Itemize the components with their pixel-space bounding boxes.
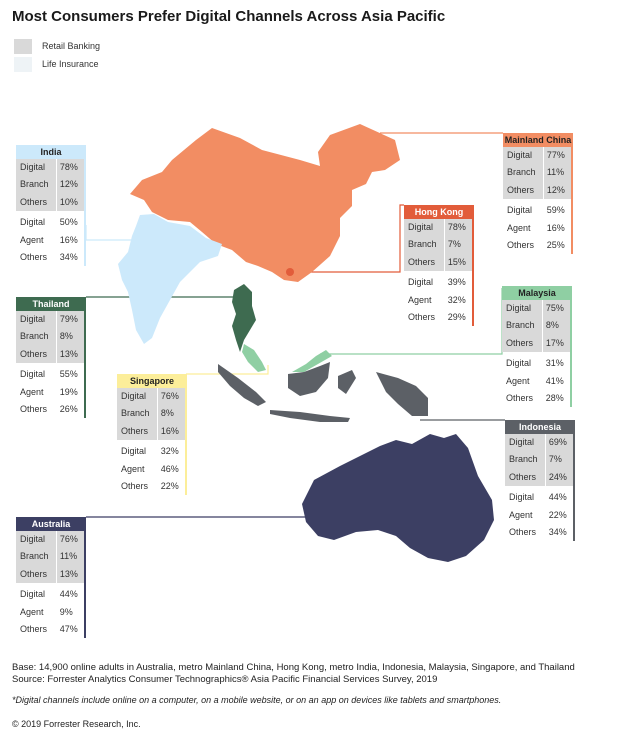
channel-label: Others	[502, 390, 543, 407]
table-row	[16, 249, 84, 266]
channel-value: 59%	[544, 202, 571, 219]
channel-value: 10%	[57, 194, 84, 211]
table-row	[505, 507, 573, 524]
channel-label: Agent	[505, 507, 546, 524]
channel-label: Agent	[503, 220, 544, 237]
table-row	[502, 373, 570, 390]
table-row	[16, 159, 84, 176]
table-row	[404, 219, 472, 236]
channel-value: 7%	[445, 236, 472, 253]
channel-value: 24%	[546, 469, 573, 486]
channel-value: 22%	[546, 507, 573, 524]
country-table-malaysia	[502, 300, 572, 407]
channel-value: 9%	[57, 604, 84, 621]
table-row	[16, 176, 84, 193]
channel-label: Digital	[16, 586, 57, 603]
channel-value: 12%	[57, 176, 84, 193]
table-row	[503, 147, 571, 164]
channel-value: 25%	[544, 237, 571, 254]
channel-label: Others	[502, 335, 543, 352]
table-row	[502, 300, 570, 317]
channel-label: Others	[503, 237, 544, 254]
channel-label: Agent	[502, 373, 543, 390]
channel-label: Branch	[404, 236, 445, 253]
channel-value: 11%	[57, 548, 84, 565]
table-row	[16, 311, 84, 328]
channel-value: 69%	[546, 434, 573, 451]
table-row	[16, 214, 84, 231]
channel-value: 41%	[543, 373, 570, 390]
table-row	[16, 621, 84, 638]
table-row	[502, 317, 570, 334]
channel-label: Digital	[16, 214, 57, 231]
channel-value: 39%	[445, 274, 472, 291]
channel-label: Digital	[404, 219, 445, 236]
channel-label: Digital	[502, 355, 543, 372]
country-card-singapore	[117, 374, 187, 495]
country-name-singapore: Singapore	[117, 374, 187, 388]
table-row	[117, 478, 185, 495]
table-row	[16, 194, 84, 211]
channel-value: 28%	[543, 390, 570, 407]
table-row	[503, 220, 571, 237]
table-row	[404, 254, 472, 271]
channel-label: Branch	[502, 317, 543, 334]
channel-label: Digital	[117, 388, 158, 405]
channel-value: 46%	[158, 461, 185, 478]
channel-value: 16%	[57, 232, 84, 249]
country-card-australia	[16, 517, 86, 638]
table-row	[16, 366, 84, 383]
channel-label: Digital	[503, 147, 544, 164]
base-note: Base: 14,900 online adults in Australia, metro Mainland China, Hong Kong, metro India, Indonesia, Malaysia, Singapore, and Thailand	[12, 662, 575, 673]
channel-value: 32%	[445, 292, 472, 309]
channel-value: 8%	[158, 405, 185, 422]
channel-value: 15%	[445, 254, 472, 271]
channel-label: Others	[16, 346, 57, 363]
table-row	[505, 489, 573, 506]
channel-label: Others	[117, 423, 158, 440]
channel-label: Branch	[16, 548, 57, 565]
table-row	[16, 604, 84, 621]
source-note: Source: Forrester Analytics Consumer Technographics® Asia Pacific Financial Services Survey, 2019	[12, 674, 438, 685]
channel-label: Digital	[505, 489, 546, 506]
country-shape-malaysia	[242, 344, 266, 372]
table-row	[16, 384, 84, 401]
country-table-hong-kong	[404, 219, 474, 326]
country-card-thailand	[16, 297, 86, 418]
table-row	[505, 451, 573, 468]
chart-title: Most Consumers Prefer Digital Channels Across Asia Pacific	[12, 8, 446, 25]
country-name-hong-kong: Hong Kong	[404, 205, 474, 219]
channel-value: 75%	[543, 300, 570, 317]
channel-value: 17%	[543, 335, 570, 352]
country-name-australia: Australia	[16, 517, 86, 531]
country-name-mainland-china: Mainland China	[504, 135, 572, 145]
country-shape-indonesia	[218, 362, 428, 422]
country-table-thailand	[16, 311, 86, 418]
country-card-india	[16, 145, 86, 266]
channel-label: Branch	[505, 451, 546, 468]
channel-label: Others	[505, 469, 546, 486]
country-name-india: India	[16, 145, 86, 159]
table-row	[502, 390, 570, 407]
channel-label: Others	[404, 254, 445, 271]
country-table-indonesia	[505, 434, 575, 541]
channel-label: Digital	[503, 202, 544, 219]
channel-value: 12%	[544, 182, 571, 199]
table-row	[505, 524, 573, 541]
channel-label: Others	[117, 478, 158, 495]
channel-value: 79%	[57, 311, 84, 328]
channel-label: Others	[16, 249, 57, 266]
channel-label: Branch	[503, 164, 544, 181]
channel-label: Digital	[16, 366, 57, 383]
legend-label-life-insurance: Life Insurance	[42, 59, 99, 69]
table-row	[117, 461, 185, 478]
country-shape-hong-kong	[286, 268, 294, 276]
table-row	[502, 335, 570, 352]
channel-label: Others	[16, 621, 57, 638]
copyright: © 2019 Forrester Research, Inc.	[12, 719, 141, 729]
channel-label: Digital	[117, 443, 158, 460]
country-table-india	[16, 159, 86, 266]
table-row	[16, 346, 84, 363]
channel-value: 22%	[158, 478, 185, 495]
channel-label: Digital	[16, 311, 57, 328]
table-row	[505, 469, 573, 486]
table-row	[16, 401, 84, 418]
channel-value: 76%	[57, 531, 84, 548]
channel-value: 8%	[57, 328, 84, 345]
table-row	[503, 202, 571, 219]
channel-label: Digital	[16, 531, 57, 548]
channel-label: Digital	[16, 159, 57, 176]
channel-value: 13%	[57, 566, 84, 583]
channel-label: Agent	[16, 232, 57, 249]
country-table-australia	[16, 531, 86, 638]
country-name-malaysia: Malaysia	[502, 286, 572, 300]
table-row	[16, 586, 84, 603]
country-name-indonesia: Indonesia	[505, 420, 575, 434]
table-row	[404, 274, 472, 291]
channel-value: 44%	[546, 489, 573, 506]
channel-value: 11%	[544, 164, 571, 181]
table-row	[16, 548, 84, 565]
channel-value: 55%	[57, 366, 84, 383]
channel-label: Digital	[502, 300, 543, 317]
table-row	[505, 434, 573, 451]
table-row	[117, 443, 185, 460]
country-shape-thailand	[232, 284, 256, 352]
country-card-mainland-china	[503, 133, 573, 254]
channel-label: Branch	[117, 405, 158, 422]
notes	[12, 662, 575, 686]
table-row	[117, 388, 185, 405]
channel-value: 16%	[158, 423, 185, 440]
channel-value: 47%	[57, 621, 84, 638]
channel-label: Others	[16, 401, 57, 418]
channel-label: Digital	[404, 274, 445, 291]
channel-label: Agent	[117, 461, 158, 478]
channel-value: 77%	[544, 147, 571, 164]
channel-value: 34%	[57, 249, 84, 266]
channel-label: Others	[505, 524, 546, 541]
channel-value: 78%	[445, 219, 472, 236]
table-row	[503, 164, 571, 181]
channel-value: 8%	[543, 317, 570, 334]
country-card-hong-kong	[404, 205, 474, 326]
legend-label-retail-banking: Retail Banking	[42, 41, 101, 51]
table-row	[404, 309, 472, 326]
table-row	[404, 292, 472, 309]
table-row	[117, 405, 185, 422]
channel-label: Others	[16, 194, 57, 211]
table-row	[16, 531, 84, 548]
table-row	[117, 423, 185, 440]
channel-value: 31%	[543, 355, 570, 372]
country-card-malaysia	[502, 286, 572, 407]
channel-label: Others	[503, 182, 544, 199]
channel-label: Branch	[16, 176, 57, 193]
table-row	[16, 328, 84, 345]
channel-value: 32%	[158, 443, 185, 460]
country-card-indonesia	[505, 420, 575, 541]
channel-value: 50%	[57, 214, 84, 231]
channel-label: Digital	[505, 434, 546, 451]
footnote: *Digital channels include online on a computer, on a mobile website, or on an app on devices like tablets and smartphones.	[12, 695, 502, 705]
channel-label: Others	[404, 309, 445, 326]
channel-value: 78%	[57, 159, 84, 176]
country-shape-australia	[302, 434, 494, 562]
table-row	[16, 232, 84, 249]
channel-value: 7%	[546, 451, 573, 468]
country-table-singapore	[117, 388, 187, 495]
channel-value: 19%	[57, 384, 84, 401]
table-row	[503, 182, 571, 199]
channel-label: Branch	[16, 328, 57, 345]
table-row	[503, 237, 571, 254]
channel-label: Agent	[16, 604, 57, 621]
country-name-thailand: Thailand	[16, 297, 86, 311]
channel-label: Agent	[16, 384, 57, 401]
channel-value: 29%	[445, 309, 472, 326]
country-table-mainland-china	[503, 147, 573, 254]
channel-value: 13%	[57, 346, 84, 363]
channel-value: 16%	[544, 220, 571, 237]
table-row	[16, 566, 84, 583]
channel-label: Agent	[404, 292, 445, 309]
channel-label: Others	[16, 566, 57, 583]
channel-value: 44%	[57, 586, 84, 603]
table-row	[404, 236, 472, 253]
channel-value: 26%	[57, 401, 84, 418]
channel-value: 76%	[158, 388, 185, 405]
table-row	[502, 355, 570, 372]
channel-value: 34%	[546, 524, 573, 541]
